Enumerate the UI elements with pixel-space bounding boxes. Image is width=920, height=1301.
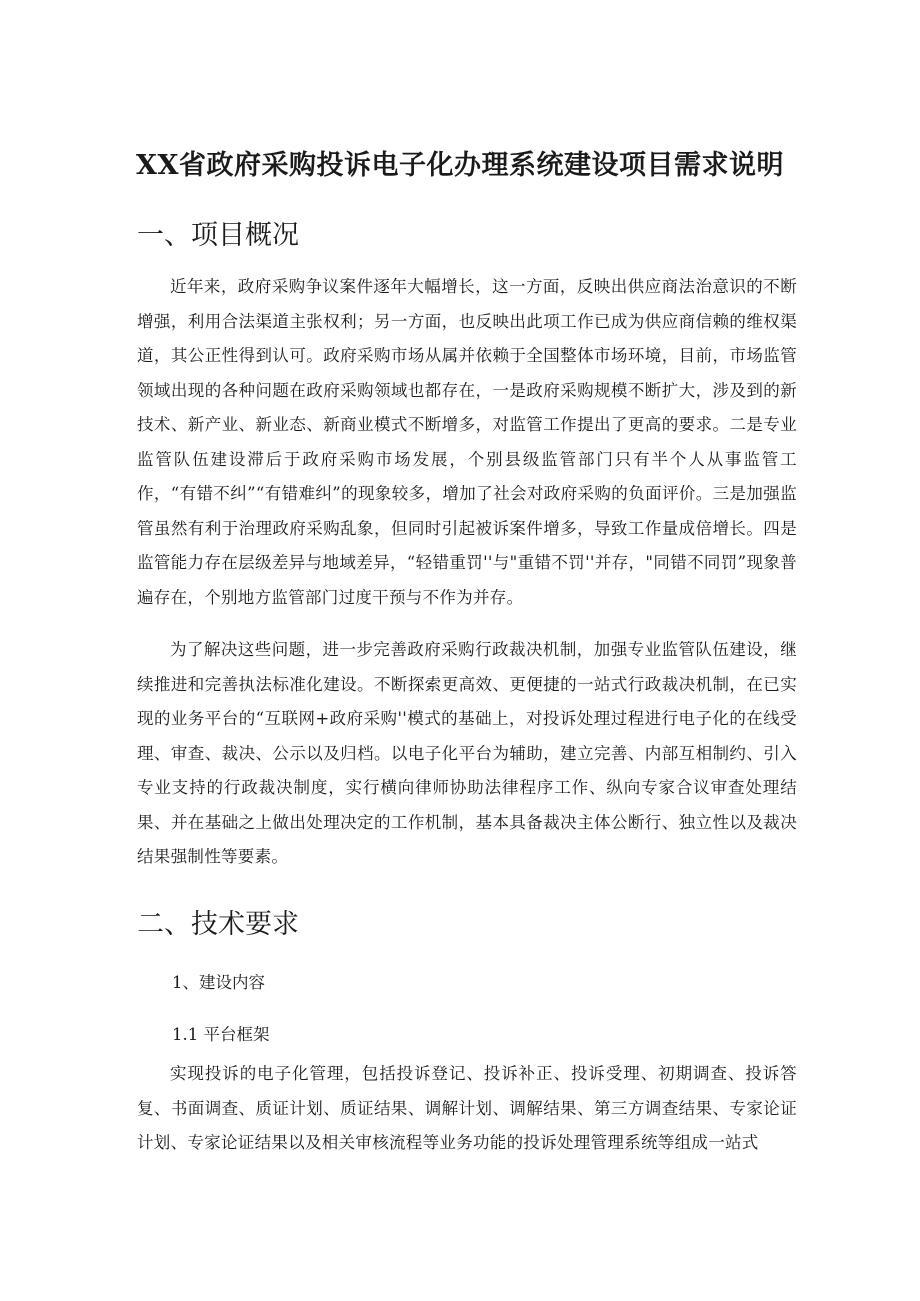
framework-paragraph: 实现投诉的电子化管理，包括投诉登记、投诉补正、投诉受理、初期调查、投诉答复、书面调查、质证计划、质证结果、调解计划、调解结果、第三方调查结果、专家论证计划、专家论证结果以及相关审核流程等业务功能的投诉处理管理系统等组成一站式: [137, 1064, 797, 1152]
document-title: XX省政府采购投诉电子化办理系统建设项目需求说明: [136, 150, 784, 181]
overview-paragraph-1: 近年来，政府采购争议案件逐年大幅增长，这一方面，反映出供应商法治意识的不断增强，利用合法渠道主张权利；另一方面，也反映出此项工作已成为供应商信赖的维权渠道，其公正性得到认可。政府采购市场从属并依赖于全国整体市场环境，目前，市场监管领域出现的各种问题在政府采购领域也都存在，一是政府采购规模不断扩大，涉及到的新技术、新产业、新业态、新商业模式不断增多，对监管工作提出了更高的要求。二是专业监管队伍建设滞后于政府采购市场发展，个别县级监管部门只有半个人从事监管工作，“有错不纠”“有错难纠”的现象较多，增加了社会对政府采购的负面评价。三是加强监管虽然有利于治理政府采购乱象，但同时引起被诉案件增多，导致工作量成倍增长。四是监管能力存在层级差异与地域差异，“轻错重罚''与"重错不罚''并存，"同错不同罚”现象普遍存在，个别地方监管部门过度干预与不作为并存。: [137, 277, 797, 607]
section-heading-technical: 二、技术要求: [137, 909, 299, 940]
subheading-construction-content: 1、建设内容: [172, 973, 265, 992]
subheading-platform-framework: 1.1 平台框架: [172, 1025, 270, 1044]
overview-paragraph-2: 为了解决这些问题，进一步完善政府采购行政裁决机制，加强专业监管队伍建设，继续推进和完善执法标准化建设。不断探索更高效、更便捷的一站式行政裁决机制，在已实现的业务平台的“互联网+政府采购''模式的基础上，对投诉处理过程进行电子化的在线受理、审查、裁决、公示以及归档。以电子化平台为辅助，建立完善、内部互相制约、引入专业支持的行政裁决制度，实行横向律师协助法律程序工作、纵向专家合议审查处理结果、并在基础之上做出处理决定的工作机制，基本具备裁决主体公断行、独立性以及裁决结果强制性等要素。: [137, 640, 797, 866]
section-heading-overview: 一、项目概况: [137, 220, 299, 251]
